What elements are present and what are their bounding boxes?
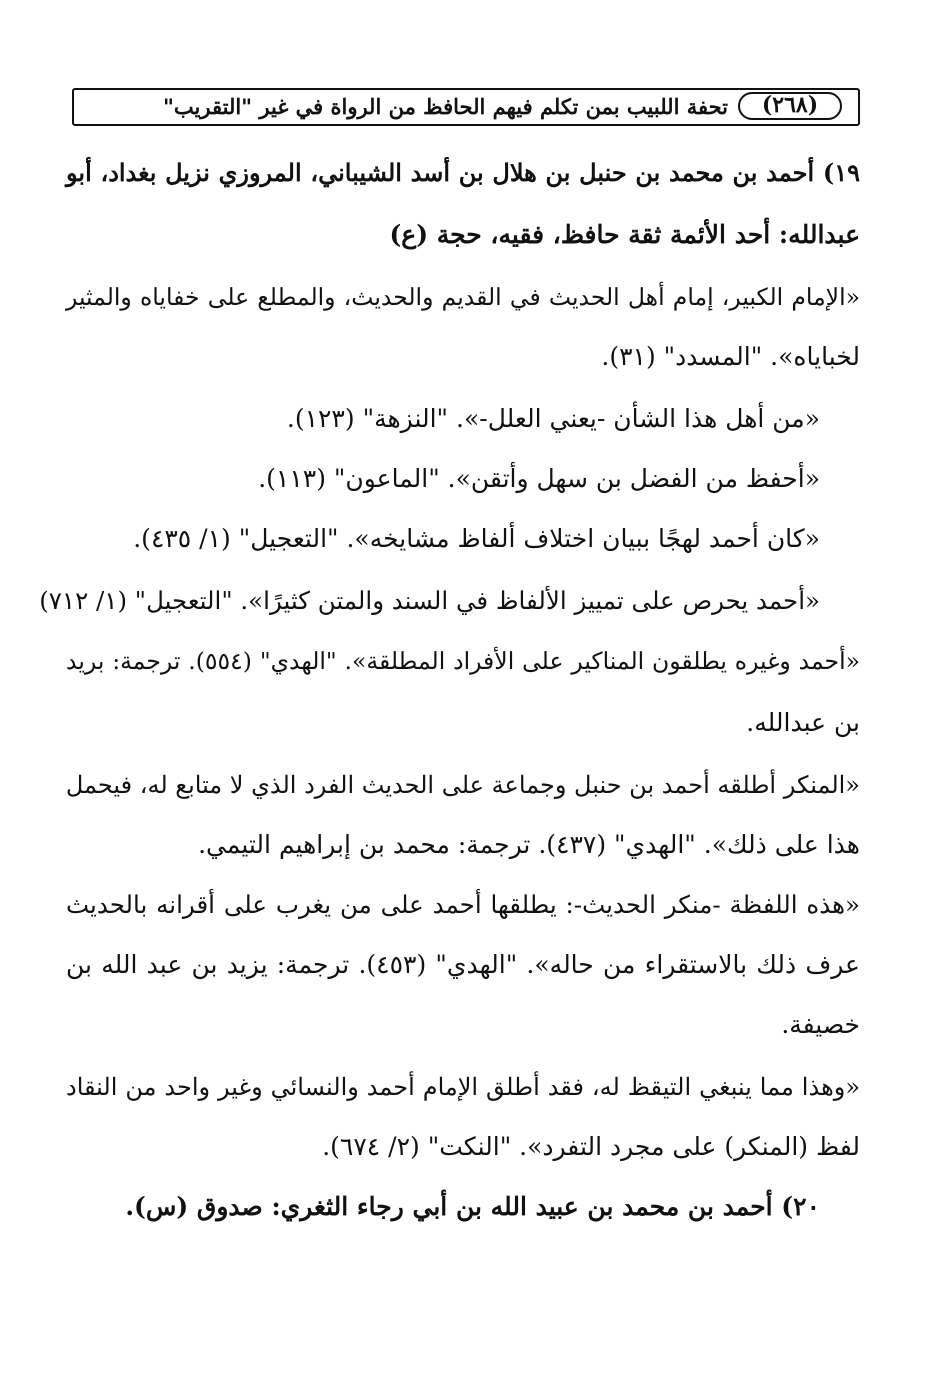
book-title: تحفة اللبيب بمن تكلم فيهم الحافظ من الرواة في غير "التقريب"	[162, 94, 728, 119]
quote-1-line-1: «الإمام الكبير، إمام أهل الحديث في القديم والحديث، والمطلع على خفاياه والمثير	[66, 283, 860, 311]
quote-6-line-1: «أحمد وغيره يطلقون المناكير على الأفراد المطلقة». "الهدي" (٥٥٤). ترجمة: بريد	[66, 647, 860, 675]
entry-19-line-2: عبدالله: أحد الأئمة ثقة حافظ، فقيه، حجة (ع)	[389, 220, 860, 249]
quote-6-line-2: بن عبدالله.	[746, 708, 860, 737]
entry-19-line-1: ١٩) أحمد بن محمد بن حنبل بن هلال بن أسد الشيباني، المروزي نزيل بغداد، أبو	[66, 158, 860, 187]
entry-20: ٢٠) أحمد بن محمد بن عبيد الله بن أبي رجاء الثغري: صدوق (س).	[125, 1192, 820, 1221]
quote-9-line-2: لفظ (المنكر) على مجرد التفرد». "النكت" (٢/ ٦٧٤).	[322, 1132, 860, 1161]
quote-8-line-3: خصيفة.	[781, 1010, 860, 1039]
quote-8-line-1: «هذه اللفظة -منكر الحديث-: يطلقها أحمد على من يغرب على أقرانه بالحديث	[66, 890, 860, 919]
quote-4: «كان أحمد لهجًا ببيان اختلاف ألفاظ مشايخه». "التعجيل" (١/ ٤٣٥).	[133, 524, 820, 553]
running-header	[72, 88, 860, 126]
quote-7-line-2: هذا على ذلك». "الهدي" (٤٣٧). ترجمة: محمد بن إبراهيم التيمي.	[198, 830, 860, 859]
quote-3: «أحفظ من الفضل بن سهل وأتقن». "الماعون" (١١٣).	[258, 464, 820, 493]
quote-2: «من أهل هذا الشأن -يعني العلل-». "النزهة" (١٢٣).	[286, 404, 820, 433]
quote-9-line-1: «وهذا مما ينبغي التيقظ له، فقد أطلق الإمام أحمد والنسائي وغير واحد من النقاد	[66, 1073, 860, 1101]
page-number: (٢٦٨)	[738, 92, 842, 120]
quote-1-line-2: لخباياه». "المسدد" (٣١).	[601, 342, 860, 371]
quote-7-line-1: «المنكر أطلقه أحمد بن حنبل وجماعة على الحديث الفرد الذي لا متابع له، فيحمل	[65, 771, 860, 799]
quote-5: «أحمد يحرص على تمييز الألفاظ في السند والمتن كثيرًا». "التعجيل" (١/ ٧١٢)	[39, 586, 820, 615]
quote-8-line-2: عرف ذلك بالاستقراء من حاله». "الهدي" (٤٥٣). ترجمة: يزيد بن عبد الله بن	[66, 950, 860, 979]
